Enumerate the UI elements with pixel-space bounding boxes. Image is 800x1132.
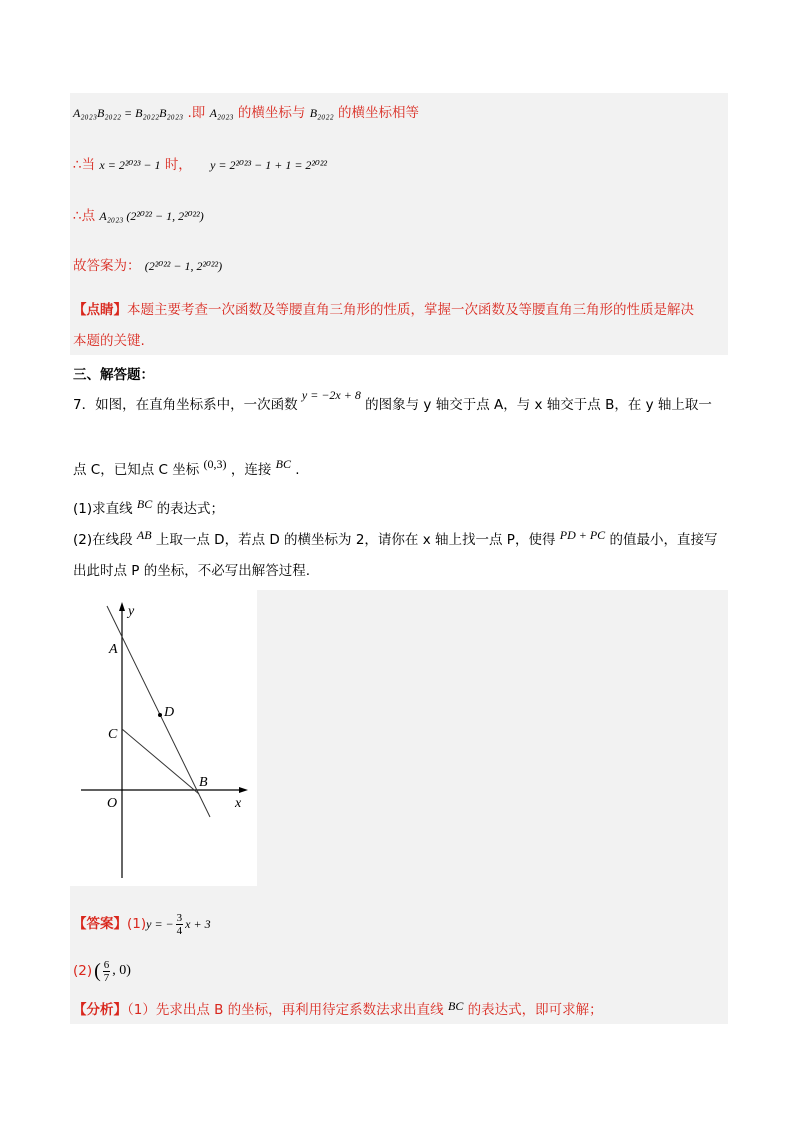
problem-line-1 xyxy=(73,388,712,415)
fraction-denominator: 4 xyxy=(176,924,183,937)
answer-line-1 xyxy=(73,910,211,938)
problem-text: 点 C，已知点 C 坐标 xyxy=(73,462,200,478)
line-CB xyxy=(122,729,199,794)
answer-label: 【答案】 xyxy=(73,916,127,932)
math-expression: A₂₀₂₃B₂₀₂₂ = B₂₀₂₂B₂₀₂₃ xyxy=(73,106,184,120)
solution-text: ∴点 xyxy=(73,208,96,224)
fraction-numerator: 6 xyxy=(103,958,110,971)
math-expression: , 0) xyxy=(112,963,131,978)
question-text: 出此时点 P 的坐标，不必写出解答过程. xyxy=(73,563,311,579)
math-expression: (0,3) xyxy=(203,457,227,471)
solution-line-2 xyxy=(73,155,327,175)
comment-label: 【点睛】 xyxy=(73,302,127,318)
math-expression: y = − xyxy=(146,917,174,931)
analysis-label: 【分析】 xyxy=(73,1002,127,1018)
math-expression: x + 3 xyxy=(185,917,211,931)
figure-shaded-block xyxy=(257,590,728,886)
question-2 xyxy=(73,530,717,550)
answer-line-2 xyxy=(73,955,131,987)
solution-text: 的横坐标相等 xyxy=(338,105,420,121)
label-y: y xyxy=(128,604,135,619)
analysis-line xyxy=(73,1000,603,1020)
question-text: 的表达式； xyxy=(156,501,225,517)
question-text: (1)求直线 xyxy=(73,501,133,517)
math-expression: BC xyxy=(136,497,153,511)
coordinate-figure xyxy=(73,598,257,886)
math-expression: y = −2x + 8 xyxy=(301,388,361,402)
label-C: C xyxy=(108,727,118,742)
question-text: 的值最小，直接写 xyxy=(609,532,718,548)
question-text: 上取一点 D，若点 D 的横坐标为 2，请你在 x 轴上找一点 P，使得 xyxy=(155,532,556,548)
solution-text: ∴当 xyxy=(73,157,96,173)
solution-text: 故答案为： xyxy=(73,258,141,274)
math-expression: BC xyxy=(447,999,464,1013)
math-expression: A₂₀₂₃ xyxy=(209,106,234,120)
label-D: D xyxy=(164,705,175,720)
comment-text: 本题主要考查一次函数及等腰直角三角形的性质，掌握一次函数及等腰直角三角形的性质是解决 xyxy=(127,302,694,318)
math-expression: PD + PC xyxy=(559,528,606,542)
y-axis-arrow-icon xyxy=(119,602,125,611)
section-heading-text: 三、解答题： xyxy=(73,367,154,383)
answer-part-label: (1) xyxy=(127,916,147,932)
point-D xyxy=(158,713,162,717)
problem-text: ，连接 xyxy=(230,462,272,478)
analysis-text: （1）先求出点 B 的坐标，再利用待定系数法求出直线 xyxy=(127,1002,444,1018)
question-text: (2)在线段 xyxy=(73,532,133,548)
solution-line-4 xyxy=(73,256,222,276)
fraction-denominator: 7 xyxy=(103,971,110,984)
solution-line-1 xyxy=(73,103,419,123)
label-x: x xyxy=(235,796,242,811)
paren-open: ( xyxy=(94,960,101,982)
problem-text: . xyxy=(295,462,300,478)
math-expression: BC xyxy=(275,457,291,471)
solution-line-3 xyxy=(73,206,204,226)
fraction-6-7 xyxy=(103,959,111,984)
answer-part-label: (2) xyxy=(73,963,93,979)
solution-text: .即 xyxy=(187,105,206,121)
question-2-continued xyxy=(73,561,310,581)
label-A: A xyxy=(109,642,118,657)
analysis-text: 的表达式，即可求解； xyxy=(467,1002,603,1018)
solution-text: 的横坐标与 xyxy=(237,105,306,121)
comment-line-1 xyxy=(73,300,694,320)
math-expression: x = 2²⁰²³ − 1 xyxy=(99,158,161,172)
fraction-3-4 xyxy=(176,912,184,937)
section-heading xyxy=(73,365,154,385)
problem-text: 的图象与 y 轴交于点 A，与 x 轴交于点 B，在 y 轴上取一 xyxy=(365,397,712,413)
math-expression: (2²⁰²² − 1, 2²⁰²²) xyxy=(144,259,223,273)
math-expression: A₂₀₂₃ (2²⁰²² − 1, 2²⁰²²) xyxy=(99,209,204,223)
solution-text: 时， xyxy=(164,157,192,173)
question-1 xyxy=(73,499,224,519)
comment-line-2 xyxy=(73,331,145,351)
x-axis-arrow-icon xyxy=(239,787,248,793)
problem-line-2 xyxy=(73,457,300,480)
comment-text: 本题的关键. xyxy=(73,333,145,349)
fraction-numerator: 3 xyxy=(176,911,183,924)
math-expression: y = 2²⁰²³ − 1 + 1 = 2²⁰²² xyxy=(210,158,328,172)
label-O: O xyxy=(107,796,118,811)
label-B: B xyxy=(199,775,208,790)
problem-text: 7．如图，在直角坐标系中，一次函数 xyxy=(73,397,298,413)
math-expression: AB xyxy=(136,528,152,542)
math-expression: B₂₀₂₂ xyxy=(309,106,334,120)
